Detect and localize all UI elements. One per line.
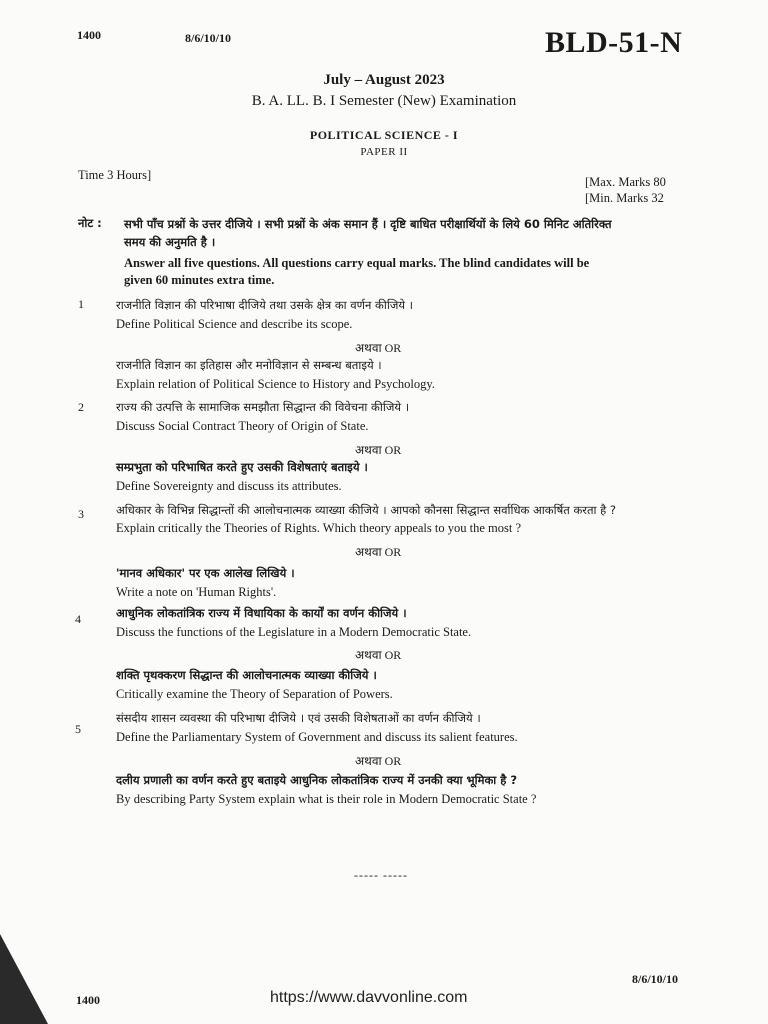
note-hindi-line1: सभी पाँच प्रश्नों के उत्तर दीजिये । सभी प्रश्नों के अंक समान हैं । दृष्टि बाधित परीक्षार्थियों के लिये 60 मिनिट अतिरिक्त [124, 217, 612, 231]
question-text-hindi: राजनीति विज्ञान का इतिहास और मनोविज्ञान से सम्बन्ध बताइये । [116, 358, 382, 372]
question-text-hindi: शक्ति पृथक्करण सिद्धान्त की आलोचनात्मक व्याख्या कीजिये । [116, 668, 377, 682]
question-number: 4 [75, 612, 81, 626]
date-code: 8/6/10/10 [185, 31, 232, 45]
question-text-english: Explain relation of Political Science to History and Psychology. [116, 377, 435, 391]
serial-number: 1400 [77, 28, 101, 42]
exam-session: July – August 2023 [323, 72, 445, 88]
question-text-english: Define Political Science and describe its scope. [116, 317, 353, 331]
question-number: 1 [78, 297, 84, 311]
scan-shadow [0, 934, 48, 1024]
question-number: 2 [78, 400, 84, 414]
source-url: https://www.davvonline.com [270, 989, 468, 1006]
question-text-hindi: अधिकार के विभिन्न सिद्धान्तों की आलोचनात्मक व्याख्या कीजिये । आपको कौनसा सिद्धान्त सर्वाधिक आकर्षित करता है ? [116, 503, 617, 517]
question-text-english: Discuss Social Contract Theory of Origin of State. [116, 419, 369, 433]
or-separator: अथवा OR [355, 648, 402, 662]
end-mark: ----- ----- [354, 868, 408, 882]
or-separator: अथवा OR [355, 754, 402, 768]
question-text-english: Define Sovereignty and discuss its attributes. [116, 479, 342, 493]
subject-title: POLITICAL SCIENCE - I [309, 128, 459, 142]
note-label: नोट : [78, 216, 102, 230]
question-text-hindi: सम्प्रभुता को परिभाषित करते हुए उसकी विशेषताएं बताइये । [116, 460, 368, 474]
note-english-line1: Answer all five questions. All questions carry equal marks. The blind candidates will be [124, 256, 590, 270]
question-text-hindi: 'मानव अधिकार' पर एक आलेख लिखिये । [116, 566, 295, 580]
question-text-hindi: संसदीय शासन व्यवस्था की परिभाषा दीजिये । एवं उसकी विशेषताओं का वर्णन कीजिये । [116, 711, 481, 725]
question-text-hindi: राजनीति विज्ञान की परिभाषा दीजिये तथा उसके क्षेत्र का वर्णन कीजिये । [116, 298, 414, 312]
or-separator: अथवा OR [355, 443, 402, 457]
question-text-english: By describing Party System explain what is their role in Modern Democratic State ? [116, 792, 537, 806]
paper-number: PAPER II [360, 146, 408, 158]
or-separator: अथवा OR [355, 545, 402, 559]
exam-course: B. A. LL. B. I Semester (New) Examination [251, 93, 517, 109]
note-english-line2: given 60 minutes extra time. [124, 273, 275, 287]
time-allowed: Time 3 Hours] [78, 168, 152, 182]
max-marks: [Max. Marks 80 [585, 175, 666, 189]
question-number: 5 [75, 722, 81, 736]
question-text-english: Write a note on 'Human Rights'. [116, 585, 277, 599]
question-text-hindi: राज्य की उत्पत्ति के सामाजिक समझौता सिद्धान्त की विवेचना कीजिये । [116, 400, 410, 414]
note-hindi-line2: समय की अनुमति है । [124, 235, 216, 249]
question-number: 3 [78, 507, 84, 521]
footer-serial: 1400 [76, 993, 100, 1007]
question-text-english: Discuss the functions of the Legislature in a Modern Democratic State. [116, 625, 472, 639]
or-separator: अथवा OR [355, 341, 402, 355]
question-text-english: Critically examine the Theory of Separation of Powers. [116, 687, 393, 701]
paper-code: BLD-51-N [545, 26, 683, 59]
min-marks: [Min. Marks 32 [585, 191, 664, 205]
question-text-english: Explain critically the Theories of Rights. Which theory appeals to you the most ? [116, 521, 521, 535]
question-text-hindi: आधुनिक लोकतांत्रिक राज्य में विधायिका के कार्यों का वर्णन कीजिये । [116, 606, 407, 620]
question-text-english: Define the Parliamentary System of Government and discuss its salient features. [116, 730, 518, 744]
footer-date-code: 8/6/10/10 [632, 972, 679, 986]
question-text-hindi: दलीय प्रणाली का वर्णन करते हुए बताइये आधुनिक लोकतांत्रिक राज्य में उनकी क्या भूमिका है ? [116, 773, 518, 787]
